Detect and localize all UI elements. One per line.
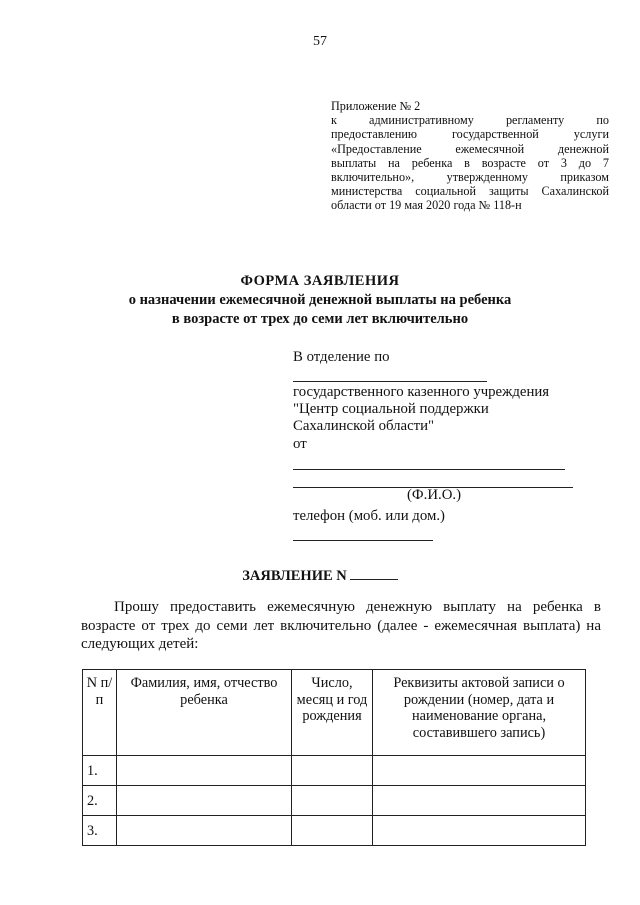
table-cell (117, 786, 292, 816)
appendix-line: «Предоставление ежемесячной денежной (331, 141, 609, 156)
from-label: от (293, 436, 307, 452)
form-subtitle: о назначении ежемесячной денежной выплаты на ребенка (128, 292, 512, 308)
institution-line: государственного казенного учреждения (293, 384, 550, 400)
appendix-line: включительно», утвержденному приказом (331, 170, 609, 185)
statement-title (0, 566, 640, 585)
recipient-label: В отделение по (293, 349, 390, 365)
phone-blank-line (293, 540, 433, 541)
appendix-line: к административному регламенту по (331, 113, 609, 128)
phone-label: телефон (моб. или дом.) (293, 508, 445, 524)
appendix-line: выплаты на ребенка в возрасте от 3 до 7 (331, 155, 609, 170)
fio-caption: (Ф.И.О.) (407, 487, 462, 503)
table-cell (292, 756, 373, 786)
form-title: ФОРМА ЗАЯВЛЕНИЯ (240, 273, 400, 289)
column-header: Число, месяц и год рождения (292, 670, 373, 756)
table-row (83, 786, 586, 816)
table-cell (373, 816, 586, 846)
appendix-line: области от 19 мая 2020 года № 118-н (331, 198, 522, 213)
appendix-line: предоставлению государственной услуги (331, 127, 609, 142)
statement-title-text: ЗАЯВЛЕНИЕ N (242, 568, 347, 584)
table-header-row (83, 670, 586, 756)
request-paragraph (81, 598, 601, 654)
form-subtitle: в возрасте от трех до семи лет включительно (171, 311, 469, 327)
table-cell (117, 816, 292, 846)
column-header: Реквизиты актовой записи о рождении (номер, дата и наименование органа, составившего запись) (373, 670, 586, 756)
request-text: Прошу предоставить ежемесячную денежную выплату на ребенка в возрасте от трех до семи лет включительно (далее - ежемесячная выплата) на следующих детей: (81, 599, 601, 652)
table-cell (117, 756, 292, 786)
table-row (83, 756, 586, 786)
table-row (83, 816, 586, 846)
appendix-note (331, 99, 609, 213)
table-cell (373, 756, 586, 786)
institution-line: Сахалинской области" (293, 418, 435, 434)
applicant-blank-line (293, 469, 565, 470)
statement-number-blank (350, 566, 398, 580)
row-number: 3. (83, 816, 117, 846)
appendix-line: министерства социальной защиты Сахалинской (331, 184, 609, 199)
table-cell (373, 786, 586, 816)
children-table (82, 669, 586, 846)
table-cell (292, 816, 373, 846)
department-blank-line (293, 381, 487, 382)
column-header: N п/п (83, 670, 117, 756)
column-header: Фамилия, имя, отчество ребенка (117, 670, 292, 756)
institution-line: "Центр социальной поддержки (293, 401, 489, 417)
row-number: 2. (83, 786, 117, 816)
page-number: 57 (313, 34, 327, 49)
appendix-line: Приложение № 2 (331, 99, 421, 113)
row-number: 1. (83, 756, 117, 786)
table-cell (292, 786, 373, 816)
